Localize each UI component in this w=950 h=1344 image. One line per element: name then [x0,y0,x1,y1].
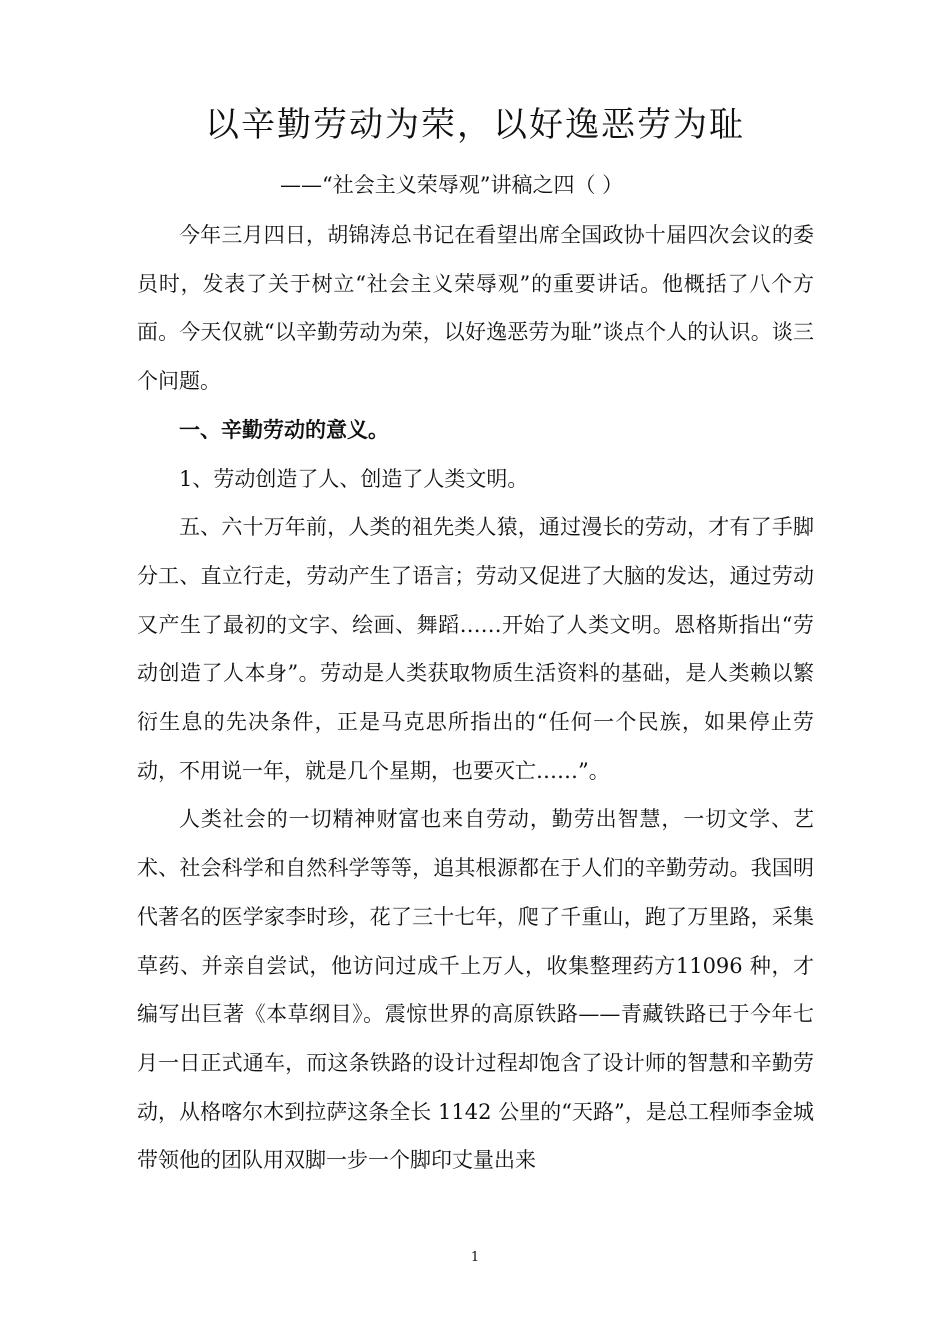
paragraph: 人类社会的一切精神财富也来自劳动，勤劳出智慧，一切文学、艺术、社会科学和自然科学等等，追其根源都在于人们的辛勤劳动。我国明代著名的医学家李时珍，花了三十七年，爬了千重山，跑了万里路，采集草药、并亲自尝试，他访问过成千上万人，收集整理药方11096 种，才编写出巨著《本草纲目》。震惊世界的高原铁路——青藏铁路已于今年七月一日正式通车，而这条铁路的设计过程却饱含了设计师的智慧和辛勤劳动，从格喀尔木到拉萨这条全长 1142 公里的“天路”，是总工程师李金城带领他的团队用双脚一步一个脚印丈量出来 [137,807,814,1173]
document-subtitle: ——“社会主义荣辱观”讲稿之四（ ） [280,173,624,197]
document-body [137,211,814,1185]
paragraph: 五、六十万年前，人类的祖先类人猿，通过漫长的劳动，才有了手脚分工、直立行走，劳动产生了语言；劳动又促进了大脑的发达，通过劳动又产生了最初的文字、绘画、舞蹈……开始了人类文明。恩格斯指出“劳动创造了人本身”。劳动是人类获取物质生活资料的基础，是人类赖以繁衍生息的先决条件，正是马克思所指出的“任何一个民族，如果停止劳动，不用说一年，就是几个星期，也要灭亡……”。 [137,515,814,783]
page-number: 1 [470,1250,480,1265]
section-heading: 一、辛勤劳动的意义。 [179,417,389,442]
document-title: 以辛勤劳动为荣，以好逸恶劳为耻 [205,105,745,145]
paragraph-intro: 今年三月四日，胡锦涛总书记在看望出席全国政协十届四次会议的委员时，发表了关于树立“社会主义荣辱观”的重要讲话。他概括了八个方面。今天仅就“以辛勤劳动为荣，以好逸恶劳为耻”谈点个人的认识。谈三个问题。 [137,223,814,394]
subsection-heading: 1、劳动创造了人、创造了人类文明。 [179,466,529,491]
